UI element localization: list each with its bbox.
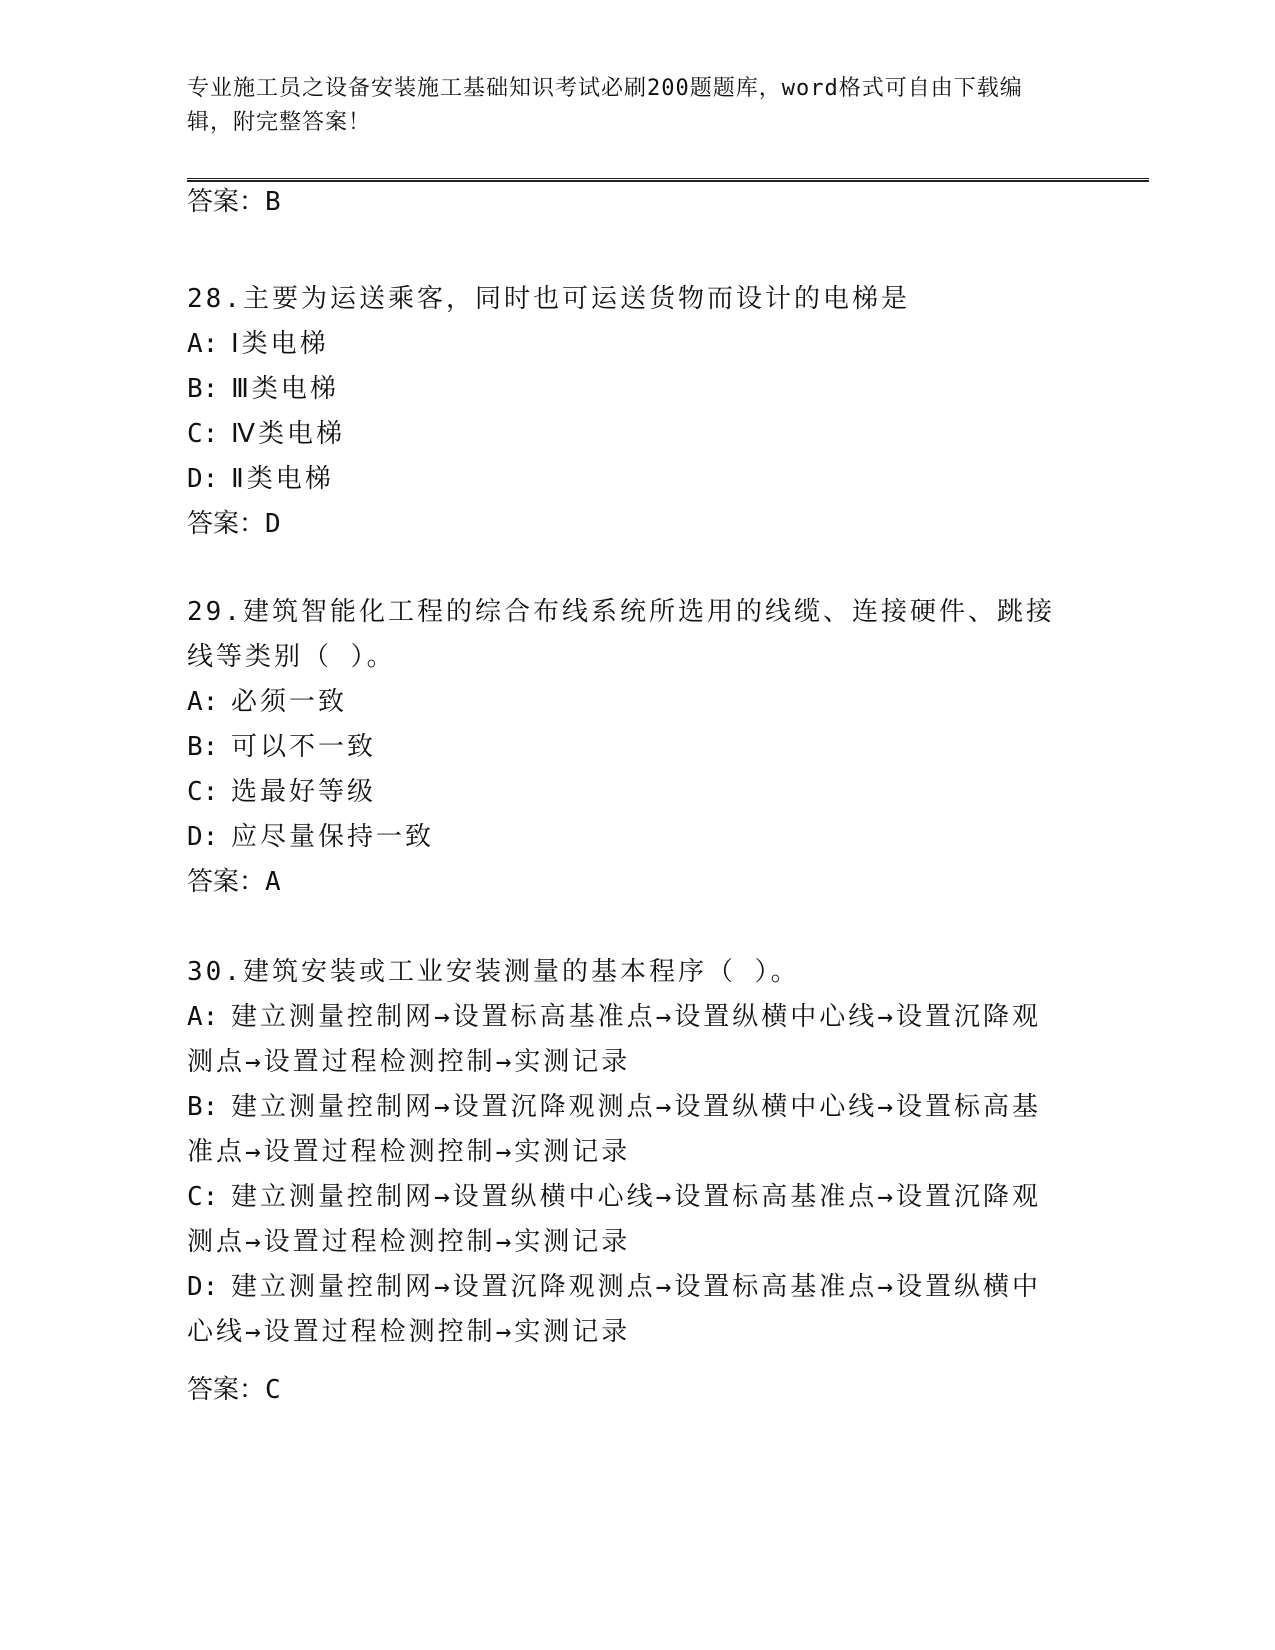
answer-value: B — [265, 187, 281, 217]
answer-label: 答案： — [187, 1375, 266, 1405]
answer-line — [187, 1374, 281, 1406]
answer-label: 答案： — [187, 509, 266, 539]
question-text: 29.建筑智能化工程的综合布线系统所选用的线缆、连接硬件、跳接线等类别（ ）。 — [187, 597, 1055, 672]
document-header: 专业施工员之设备安装施工基础知识考试必刷200题题库，word格式可自由下载编辑，附完整答案！ — [187, 76, 1023, 135]
option-a: A: 必须一致 — [187, 687, 348, 717]
option-d: D: Ⅱ类电梯 — [187, 464, 334, 494]
option-c: C: 选最好等级 — [187, 777, 377, 807]
answer-value: C — [265, 1375, 281, 1405]
question-29 — [187, 590, 1067, 860]
option-c: C: Ⅳ类电梯 — [187, 419, 345, 449]
option-d: D: 建立测量控制网→设置沉降观测点→设置标高基准点→设置纵横中心线→设置过程检测控制→实测记录 — [187, 1272, 1041, 1347]
answer-line — [187, 186, 281, 218]
option-b: B: Ⅲ类电梯 — [187, 374, 339, 404]
question-text: 30.建筑安装或工业安装测量的基本程序（ ）。 — [187, 957, 800, 987]
option-b: B: 建立测量控制网→设置沉降观测点→设置纵横中心线→设置标高基准点→设置过程检测控制→实测记录 — [187, 1092, 1041, 1167]
question-text: 28.主要为运送乘客，同时也可运送货物而设计的电梯是 — [187, 284, 910, 314]
answer-label: 答案： — [187, 867, 266, 897]
option-a: A: Ⅰ类电梯 — [187, 329, 329, 359]
answer-value: D — [265, 509, 281, 539]
option-a: A: 建立测量控制网→设置标高基准点→设置纵横中心线→设置沉降观测点→设置过程检测控制→实测记录 — [187, 1002, 1041, 1077]
answer-label: 答案： — [187, 187, 266, 217]
answer-line — [187, 508, 281, 540]
answer-line — [187, 866, 281, 898]
option-d: D: 应尽量保持一致 — [187, 822, 435, 852]
option-c: C: 建立测量控制网→设置纵横中心线→设置标高基准点→设置沉降观测点→设置过程检测控制→实测记录 — [187, 1182, 1041, 1257]
answer-value: A — [265, 867, 281, 897]
header-divider — [187, 178, 1149, 182]
question-30 — [187, 950, 1067, 1355]
option-b: B: 可以不一致 — [187, 732, 377, 762]
question-28 — [187, 277, 1067, 502]
